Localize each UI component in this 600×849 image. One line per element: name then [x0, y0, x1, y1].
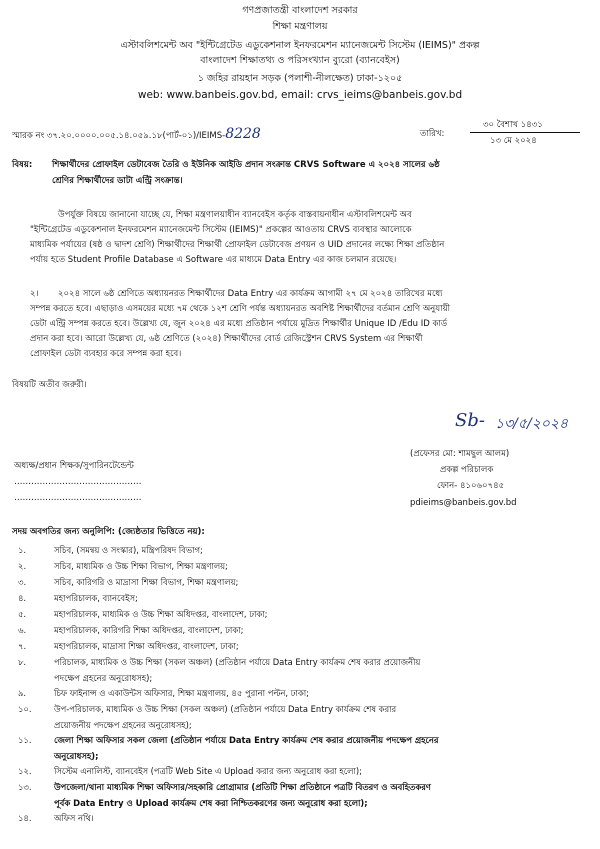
- copy-item-text: [54, 779, 431, 811]
- copy-item-number: ৫.: [18, 609, 27, 619]
- copy-list-item: [18, 542, 578, 558]
- para1-line: "ইন্টিগ্রেটেড এডুকেশনাল ইনফরমেশন ম্যানেজমেন্ট সিস্টেম (IEIMS)" প্রকল্পের আওতায় CRVS ব্যবস্থার আলোকে: [30, 225, 412, 235]
- copy-list-item: [18, 732, 578, 763]
- copy-list-item: [18, 606, 578, 622]
- copy-item-number: ১২.: [18, 766, 32, 776]
- copy-list-item: [18, 701, 578, 732]
- copy-item-line: জেলা শিক্ষা অফিসার সকল জেলা (প্রতিষ্ঠান পর্যায়ে Data Entry কার্যক্রম শেষ করার প্রয়োজনীয় পদক্ষেপ গ্রহনের: [54, 735, 439, 745]
- copy-item-number: ১৪.: [18, 813, 32, 823]
- copy-list-item: [18, 779, 578, 810]
- memo-reference: [12, 126, 261, 143]
- copy-item-line: অনুরোধসহ);: [54, 751, 99, 761]
- para1-line: উপর্যুক্ত বিষয়ে জানানো যাচ্ছে যে, শিক্ষা মন্ত্রণালয়াধীন ব্যানবেইস কর্তৃক বাস্তবায়নাধীন এস্টাবলিশমেন্ট অব: [58, 210, 412, 220]
- para2-line: ডেটা এন্ট্রি সম্পন্ন করতে হবে। উল্লেখ্য যে, জুন ২০২৪ এর মধ্যে প্রতিষ্ঠান পর্যায়ে মুদ্রিত শিক্ষার্থীর Unique ID /Edu ID কার্ড: [30, 319, 448, 329]
- copy-item-line: মহাপরিচালক, মাধ্যমিক ও উচ্চ শিক্ষা অধিদপ্তর, বাংলাদেশ, ঢাকা;: [54, 609, 268, 619]
- copy-item-number: ১.: [18, 545, 27, 555]
- copy-item-number: ১৩.: [18, 782, 32, 792]
- copy-list-item: [18, 590, 578, 606]
- body-paragraph-1: [30, 208, 570, 268]
- copy-list-item: [18, 810, 578, 826]
- copy-item-number: ৩.: [18, 577, 27, 587]
- copy-item-line: সচিব, কারিগরি ও মাদ্রাসা শিক্ষা বিভাগ, শিক্ষা মন্ত্রণালয়;: [54, 577, 239, 587]
- copy-item-text: [54, 558, 228, 574]
- copy-item-text: [54, 606, 268, 622]
- copy-item-line: সচিব, (সমন্বয় ও সংস্কার), মন্ত্রিপরিষদ বিভাগ;: [54, 545, 203, 555]
- office-address: ১ জহির রায়হান সড়ক (পলাশী-নীলক্ষেত) ঢাকা-১২০৫: [197, 73, 403, 84]
- copy-item-number: ৯.: [18, 688, 27, 698]
- date-label: তারিখ:: [420, 129, 445, 139]
- signature-scribble: Sb-: [455, 410, 485, 431]
- bureau-name: বাংলাদেশ শিক্ষাতথ্য ও পরিসংখ্যান ব্যুরো (ব্যানবেইস): [200, 55, 400, 66]
- copy-item-text: [54, 574, 238, 590]
- copy-item-line: সচিব, মাধ্যমিক ও উচ্চ শিক্ষা বিভাগ, শিক্ষা মন্ত্রণালয়;: [54, 561, 228, 571]
- copy-item-text: [54, 763, 362, 779]
- project-name: এস্টাবলিশমেন্ট অব "ইন্টিগ্রেটেড এডুকেশনাল ইনফরমেশন ম্যানেজমেন্ট সিস্টেম (IEIMS)" প্রকল্প: [120, 40, 480, 51]
- copies-heading: সদয় অবগতির জন্য অনুলিপি: (জ্যেষ্ঠতার ভিত্তিতে নয়):: [12, 527, 205, 537]
- para2-line: প্রোফাইল ডেটা ব্যবহার করে সম্পন্ন করা হবে।: [30, 349, 182, 359]
- signatory-email: pdieims@banbeis.gov.bd: [410, 498, 517, 508]
- copy-item-text: [54, 685, 309, 701]
- copies-list: [18, 542, 578, 826]
- para2-line: ২০২৪ সালে ৬ষ্ঠ শ্রেণিতে অধ্যায়নরত শিক্ষার্থীদের Data Entry এর কার্যক্রম আগামী ২৭ মে ২০২৪ তারিখের মধ্যে: [58, 289, 443, 299]
- recipient-dots-2: ………………………………………: [14, 493, 142, 503]
- govt-name: গণপ্রজাতন্ত্রী বাংলাদেশ সরকার: [242, 5, 358, 16]
- copy-item-number: ১১.: [18, 735, 32, 745]
- copy-list-item: [18, 685, 578, 701]
- copy-item-text: [54, 622, 243, 638]
- copy-item-line: পূর্বক Data Entry ও Upload কার্যক্রম শেষ করা নিশ্চিতকরণের জন্য অনুরোধ করা হলো);: [54, 798, 368, 808]
- copy-list-item: [18, 654, 578, 685]
- copy-item-text: [54, 732, 439, 764]
- memo-ref-text: স্মারক নং ৩৭.২০.০০০০.০০৫.১৪.০৫৯.১৮(পার্ট-০১)/IEIMS-: [12, 131, 226, 141]
- copy-item-number: ৭.: [18, 641, 27, 651]
- signature-date: ১৩/৫/২০২৪: [495, 416, 569, 432]
- subject-line-1: শিক্ষার্থীদের প্রোফাইল ডেটাবেজ তৈরি ও ইউনিক আইডি প্রদান সংক্রান্ত CRVS Software এ ২০২৪ সালের ৬ষ্ঠ: [52, 160, 440, 170]
- web-email-line: web: www.banbeis.gov.bd, email: crvs_ieims@banbeis.gov.bd: [137, 89, 463, 101]
- copy-list-item: [18, 763, 578, 779]
- copy-item-text: [54, 542, 203, 558]
- copy-item-line: উপ-পরিচালক, মাধ্যমিক ও উচ্চ শিক্ষা (সকল অঞ্চল) (প্রতিষ্ঠান পর্যায়ে Data Entry কার্যক্রম শেষ করার: [54, 704, 397, 714]
- signatory-name: (প্রফেসর মো: শামছুল আলম): [410, 449, 510, 459]
- copy-item-line: পরিচালক, মাধ্যমিক ও উচ্চ শিক্ষা (সকল অঞ্চল) (প্রতিষ্ঠান পর্যায়ে Data Entry কার্যক্রম শেষ করার প্রয়োজনীয়: [54, 657, 421, 667]
- urgent-note: বিষয়টি অতীব জরুরী।: [12, 380, 87, 390]
- copy-item-line: মহাপরিচালক, মাদ্রাসা শিক্ষা অধিদপ্তর, বাংলাদেশ, ঢাকা;: [54, 641, 239, 651]
- para1-line: পর্যায় হতে Student Profile Database এ Software এর মাধ্যমে Data Entry এর কাজ চলমান রয়েছে।: [30, 255, 397, 265]
- copy-item-line: উপজেলা/থানা মাধ্যমিক শিক্ষা অফিসার/সহকারি প্রোগ্রামার (প্রতিটি শিক্ষা প্রতিষ্ঠানে পত্রটি বিতরণ ও অবহিতকরণ: [54, 782, 431, 792]
- ministry-name: শিক্ষা মন্ত্রণালয়: [272, 21, 328, 32]
- copy-item-text: [54, 654, 420, 686]
- copy-list-item: [18, 622, 578, 638]
- copy-item-text: [54, 701, 396, 733]
- date-divider: [470, 132, 580, 133]
- copy-item-line: সিস্টেম এনালিস্ট, ব্যানবেইস (পত্রটি Web Site এ Upload করার জন্য অনুরোধ করা হলো);: [54, 766, 362, 776]
- recipient-dots-1: ………………………………………: [14, 477, 142, 487]
- para2-line: সম্পন্ন করতে হবে। এছাড়াও এসময়ের মধ্যে ৭ম থেকে ১২শ শ্রেণি পর্যন্ত অধ্যায়নরত অবশিষ্ট শিক্ষার্থীদের বর্তমান শ্রেণি অনুযায়ী: [30, 304, 451, 314]
- copy-list-item: [18, 638, 578, 654]
- copy-item-number: ৮.: [18, 657, 27, 667]
- copy-item-text: [54, 638, 239, 654]
- copy-item-text: [54, 810, 94, 826]
- copy-item-line: মহাপরিচালক, কারিগরি শিক্ষা অধিদপ্তর, বাংলাদেশ, ঢাকা;: [54, 625, 244, 635]
- para2-number: ২।: [30, 289, 39, 299]
- signatory-title: প্রকল্প পরিচালক: [440, 465, 494, 475]
- signatory-phone: ফোন- ৪১০৬০৭৪৫: [437, 481, 505, 491]
- para2-line: প্রদান করা হবে। আরো উল্লেখ্য যে, ৬ষ্ঠ শ্রেণিতে (২০২৪) শিক্ষার্থীদের বোর্ড রেজিস্ট্রেশন CRVS System এর শিক্ষার্থী: [30, 334, 423, 344]
- copy-item-line: অফিস নথি।: [54, 813, 94, 823]
- copy-item-line: প্রয়োজনীয় পদক্ষেপ গ্রহনের অনুরোধসহ);: [54, 720, 192, 730]
- body-paragraph-2: [30, 287, 570, 362]
- memo-ref-number: 8228: [225, 126, 261, 142]
- copy-item-number: ৪.: [18, 593, 27, 603]
- para1-line: মাধ্যমিক পর্যায়ের (ষষ্ঠ ও দ্বাদশ শ্রেণি) শিক্ষার্থীদের শিক্ষার্থী প্রোফাইল ডেটাবেজ প্রণয়ন ও UID প্রদানের লক্ষ্যে শিক্ষা প্রতিষ্ঠান: [30, 240, 445, 250]
- subject-line-2: শ্রেণির শিক্ষার্থীদের ডাটা এন্ট্রি সংক্রান্ত।: [52, 176, 183, 186]
- subject-label: বিষয়:: [12, 160, 33, 170]
- copy-item-number: ১০.: [18, 704, 32, 714]
- copy-item-line: চিফ ফাইনান্স ও একাউন্টস অফিসার, শিক্ষা মন্ত্রণালয়, ৪৫ পুরানা পল্টন, ঢাকা;: [54, 688, 309, 698]
- recipient-label: অধ্যক্ষ/প্রধান শিক্ষক/সুপারিনটেন্ডেন্ট: [14, 461, 134, 471]
- copy-item-line: মহাপরিচালক, ব্যানবেইস;: [54, 593, 138, 603]
- copy-item-number: ৬.: [18, 625, 27, 635]
- copy-list-item: [18, 558, 578, 574]
- date-bangla: ৩০ বৈশাখ ১৪৩১: [483, 120, 543, 130]
- date-english: ১৩ মে ২০২৪: [490, 136, 537, 146]
- copy-list-item: [18, 574, 578, 590]
- copy-item-text: [54, 590, 138, 606]
- copy-item-number: ২.: [18, 561, 27, 571]
- copy-item-line: পদক্ষেপ গ্রহনের অনুরোধসহ);: [54, 673, 153, 683]
